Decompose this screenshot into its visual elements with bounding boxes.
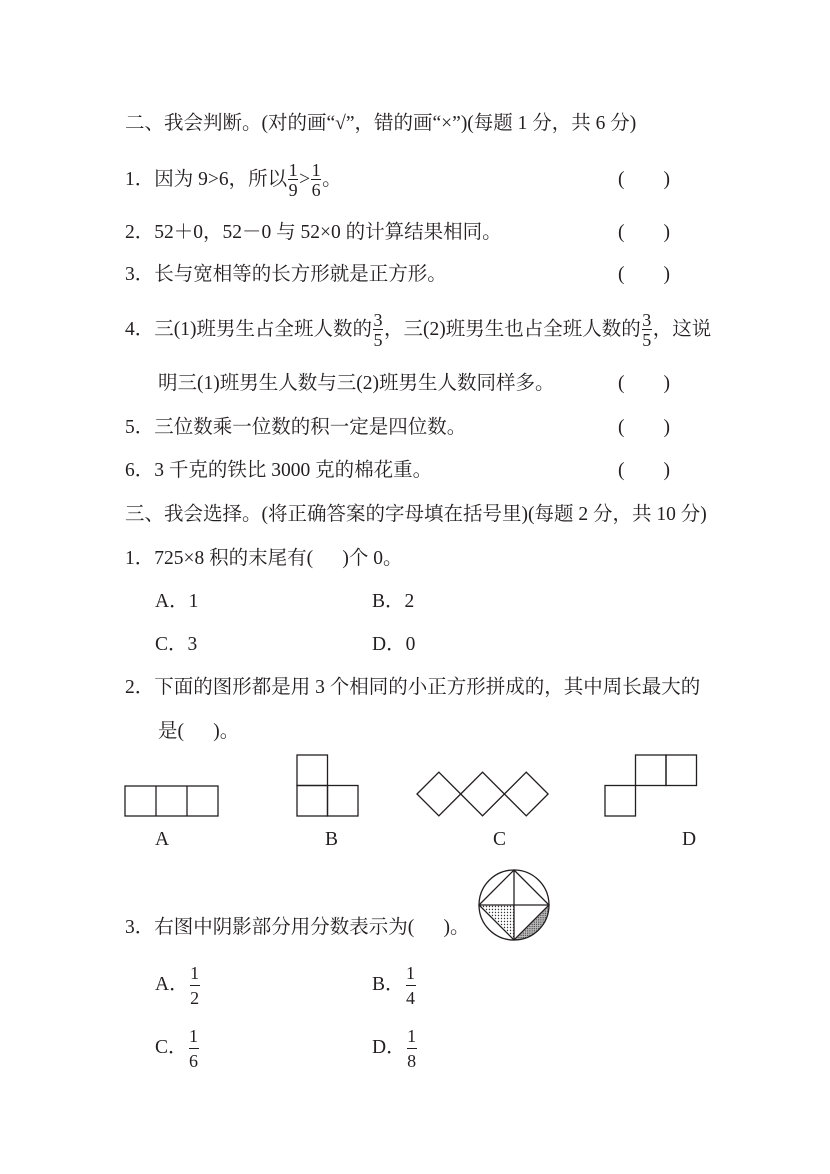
fraction-one-sixth	[311, 162, 321, 198]
numerator: 1	[190, 962, 200, 983]
figure-label-c: C	[493, 829, 507, 850]
judge-item-1-prefix: 1．因为 9>6，所以	[125, 169, 288, 190]
numerator: 1	[406, 962, 416, 983]
judge-item-4	[125, 308, 711, 352]
numerator: 1	[311, 160, 321, 180]
choice-3-option-b	[372, 963, 417, 1007]
option-value: 2	[404, 591, 415, 612]
numerator: 1	[288, 160, 298, 180]
figure-d-step-shape	[602, 752, 700, 820]
option-value: 0	[405, 634, 416, 655]
answer-blank-1[interactable]: ( )	[618, 169, 670, 190]
denominator: 9	[288, 180, 298, 200]
choice-3-option-c	[155, 1026, 200, 1070]
choice-1-option-c	[155, 623, 197, 667]
figure-c-three-diamonds	[414, 769, 552, 819]
fraction-one-eighth	[407, 1027, 417, 1070]
answer-blank-5[interactable]: ( )	[618, 417, 670, 438]
choice-question-2-line2: 是( )。	[158, 721, 240, 742]
judge-item-4-line2: 明三(1)班男生人数与三(2)班男生人数同样多。	[158, 373, 555, 394]
denominator: 6	[311, 180, 321, 200]
judge-item-3: 3．长与宽相等的长方形就是正方形。	[125, 264, 447, 285]
figure-label-d: D	[682, 829, 697, 850]
option-label: A．	[155, 974, 189, 995]
judge-item-1-suffix: 。	[322, 169, 342, 190]
fraction-three-fifths	[373, 312, 383, 348]
answer-blank-3[interactable]: ( )	[618, 264, 670, 285]
fraction-one-half	[190, 964, 200, 1007]
fraction-one-sixth	[189, 1027, 199, 1070]
judge-item-1	[125, 158, 342, 202]
numerator: 1	[189, 1025, 199, 1046]
figure-d-square-top-left	[636, 755, 667, 786]
option-label: D．	[372, 634, 406, 655]
figure-b-l-shape	[294, 752, 362, 820]
numerator: 1	[407, 1025, 417, 1046]
shaded-circle-figure	[476, 866, 552, 944]
figure-d-square-top-right	[666, 755, 697, 786]
choice-1-option-a	[155, 580, 198, 624]
denominator: 2	[190, 987, 200, 1008]
choice-1-option-d	[372, 623, 415, 667]
figure-d-square-bottom	[605, 786, 636, 817]
figure-c-diamond-3	[504, 772, 548, 816]
judge-item-4-part2: ，三(2)班男生也占全班人数的	[384, 319, 641, 340]
fraction-one-ninth	[288, 162, 298, 198]
answer-blank-2[interactable]: ( )	[618, 222, 670, 243]
choice-question-3: 3．右图中阴影部分用分数表示为( )。	[125, 917, 470, 938]
figure-b-square-bottom-right	[328, 786, 359, 817]
choice-1-option-b	[372, 580, 414, 624]
option-label: C．	[155, 634, 188, 655]
figure-a-outline	[125, 786, 218, 816]
choice-3-option-a	[155, 963, 201, 1007]
figure-a-three-squares-row	[122, 783, 220, 819]
fraction-one-quarter	[406, 964, 416, 1007]
figure-b-square-top	[297, 755, 328, 786]
option-label: D．	[372, 1037, 406, 1058]
figure-b-square-bottom-left	[297, 786, 328, 817]
greater-than-sign: >	[299, 169, 311, 190]
section-2-title: 二、我会判断。(对的画“√”，错的画“×”)(每题 1 分，共 6 分)	[125, 113, 637, 134]
option-label: C．	[155, 1037, 188, 1058]
denominator: 4	[406, 987, 416, 1008]
option-label: A．	[155, 591, 189, 612]
judge-item-4-part1: 4．三(1)班男生占全班人数的	[125, 319, 372, 340]
denominator: 5	[373, 330, 383, 350]
answer-blank-4[interactable]: ( )	[618, 373, 670, 394]
numerator: 3	[373, 310, 383, 330]
option-value: 3	[187, 634, 198, 655]
option-value: 1	[188, 591, 199, 612]
section-3-title: 三、我会选择。(将正确答案的字母填在括号里)(每题 2 分，共 10 分)	[125, 504, 707, 525]
choice-question-1: 1．725×8 积的末尾有( )个 0。	[125, 548, 403, 569]
numerator: 3	[642, 310, 652, 330]
denominator: 5	[642, 330, 652, 350]
answer-blank-6[interactable]: ( )	[618, 460, 670, 481]
denominator: 6	[189, 1050, 199, 1071]
judge-item-5: 5．三位数乘一位数的积一定是四位数。	[125, 417, 467, 438]
figure-label-b: B	[325, 829, 339, 850]
option-label: B．	[372, 591, 405, 612]
choice-question-2: 2．下面的图形都是用 3 个相同的小正方形拼成的，其中周长最大的	[125, 677, 701, 698]
denominator: 8	[407, 1050, 417, 1071]
option-label: B．	[372, 974, 405, 995]
judge-item-2: 2．52＋0，52－0 与 52×0 的计算结果相同。	[125, 222, 502, 243]
choice-3-option-d	[372, 1026, 418, 1070]
figure-c-diamond-1	[417, 772, 461, 816]
judge-item-6: 6．3 千克的铁比 3000 克的棉花重。	[125, 460, 433, 481]
judge-item-4-part3: ，这说	[652, 319, 712, 340]
figure-label-a: A	[155, 829, 170, 850]
figure-c-diamond-2	[461, 772, 505, 816]
fraction-three-fifths	[642, 312, 652, 348]
